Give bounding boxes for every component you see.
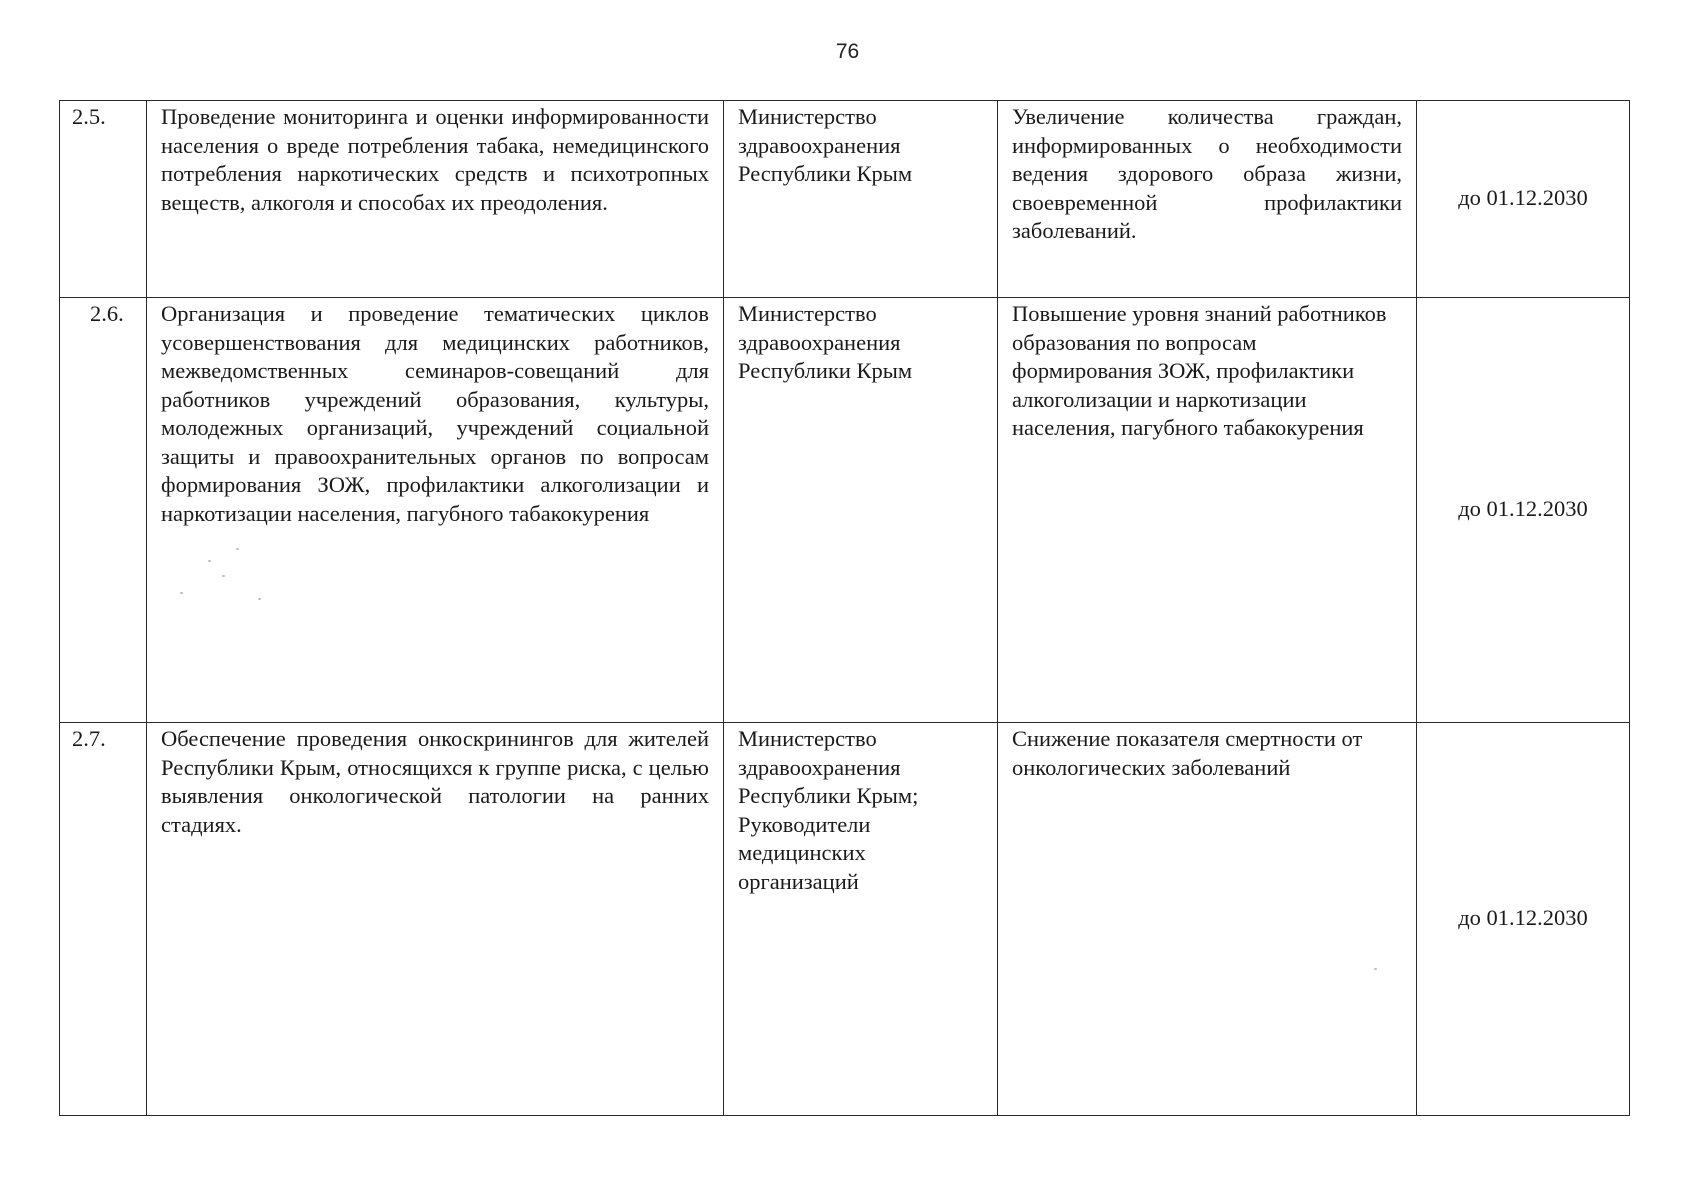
table-row [60, 298, 1630, 723]
table-row [60, 101, 1630, 298]
scan-speck [258, 598, 261, 600]
measures-table [59, 100, 1630, 1116]
scan-speck [180, 592, 183, 594]
page-number: 76 [835, 40, 860, 63]
expected-result: Снижение показателя смертности от онкологических заболеваний [998, 723, 1417, 1116]
deadline: до 01.12.2030 [1417, 298, 1630, 723]
responsible-party: Министерство здравоохранения Республики Крым [724, 298, 998, 723]
row-number: 2.5. [60, 101, 147, 298]
row-number: 2.7. [60, 723, 147, 1116]
scan-speck [236, 548, 239, 550]
measure-description: Организация и проведение тематических циклов усовершенствования для медицинских работников, межведомственных семинаров-совещаний для работников учреждений образования, культуры, молодежных организаций, учреждений социальной защиты и правоохранительных органов по вопросам формирования ЗОЖ, профилактики алкоголизации и наркотизации населения, пагубного табакокурения [147, 298, 724, 723]
expected-result: Повышение уровня знаний работников образования по вопросам формирования ЗОЖ, профилактики алкоголизации и наркотизации населения, пагубного табакокурения [998, 298, 1417, 723]
scan-speck [1374, 968, 1377, 970]
measure-description: Проведение мониторинга и оценки информированности населения о вреде потребления табака, немедицинского потребления наркотических средств и психотропных веществ, алкоголя и способах их преодоления. [147, 101, 724, 298]
table-row [60, 723, 1630, 1116]
deadline: до 01.12.2030 [1417, 101, 1630, 298]
responsible-party: Министерство здравоохранения Республики Крым; Руководители медицинских организаций [724, 723, 998, 1116]
scan-speck [222, 575, 225, 577]
deadline: до 01.12.2030 [1417, 723, 1630, 1116]
scan-speck [208, 560, 211, 562]
measure-description: Обеспечение проведения онкоскринингов для жителей Республики Крым, относящихся к группе риска, с целью выявления онкологической патологии на ранних стадиях. [147, 723, 724, 1116]
row-number: 2.6. [60, 298, 147, 723]
responsible-party: Министерство здравоохранения Республики Крым [724, 101, 998, 298]
expected-result: Увеличение количества граждан, информированных о необходимости ведения здорового образа жизни, своевременной профилактики заболеваний. [998, 101, 1417, 298]
